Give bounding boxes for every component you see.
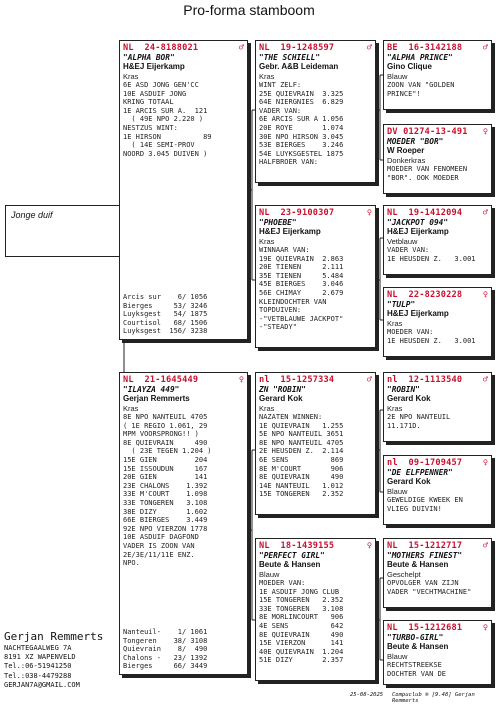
owner-phone-mobile: Tel.:06-51941250: [4, 662, 72, 671]
card-dam-sire[interactable]: [255, 372, 376, 515]
card-dam[interactable]: [119, 372, 248, 675]
achievements: ZOON VAN "GOLDEN PRINCE"!: [387, 81, 455, 98]
owner-phone: Tel.:038-4479288: [4, 671, 72, 680]
ring-number: 21-1645449: [144, 375, 199, 385]
pigeon-name: "TULP": [387, 300, 416, 309]
female-icon: ♀: [238, 375, 244, 385]
female-icon: ♀: [482, 127, 488, 137]
ring-number: 01274-13-491: [403, 127, 468, 137]
breeder-name: Gino Clique: [387, 62, 432, 71]
country-code: NL: [259, 541, 270, 551]
country-code: NL: [123, 375, 134, 385]
breeder-name: Gebr. A&B Leideman: [259, 62, 339, 71]
country-code: NL: [259, 208, 270, 218]
breeder-name: H&EJ Eijerkamp: [387, 309, 449, 318]
breeder-name: H&EJ Eijerkamp: [387, 227, 449, 236]
pigeon-name: "ROBIN": [387, 385, 420, 394]
country-code: NL: [387, 290, 398, 300]
achievements: RECHTSTREEKSE DOCHTER VAN DE: [387, 661, 447, 678]
ring-number: 15-1212681: [408, 623, 463, 633]
pigeon-color: Kras: [259, 404, 275, 413]
pigeon-color: Kras: [259, 237, 275, 246]
pigeon-name: "THE SCHIELL": [259, 53, 321, 62]
pigeon-name: MOEDER "BOR": [387, 137, 444, 146]
pigeon-name: "ILAYZA 449": [123, 385, 180, 394]
female-icon: ♀: [482, 458, 488, 468]
breeder-name: W Roeper: [387, 146, 425, 155]
ring-number: 23-9100307: [280, 208, 335, 218]
breeder-name: Gerard Kok: [387, 394, 431, 403]
male-icon: ♂: [366, 375, 372, 385]
results-summary: Arcis sur 6/ 1056 Bierges 53/ 3246 Luyksgest 54/ 1875 Courtisol 68/ 1506 Luyksgest 156/ 3238: [123, 293, 208, 336]
country-code: nl: [259, 375, 270, 385]
owner-address-block: [4, 630, 119, 690]
male-icon: ♂: [482, 43, 488, 53]
female-icon: ♀: [366, 541, 372, 551]
country-code: nl: [387, 375, 398, 385]
card-dds[interactable]: [383, 538, 492, 608]
achievements: MOEDER VAN: 1E HEUSDEN Z. 3.001: [387, 328, 476, 345]
ring-number: 18-1439155: [280, 541, 335, 551]
breeder-name: Beute & Hansen: [387, 642, 449, 651]
program-credit: Compuclub ® [9.48] Gerjan Remmerts: [392, 692, 475, 704]
female-icon: ♀: [366, 208, 372, 218]
ring-number: 22-8230228: [408, 290, 463, 300]
ring-number: 15-1257334: [280, 375, 335, 385]
breeder-name: Beute & Hansen: [387, 560, 449, 569]
male-icon: ♂: [482, 375, 488, 385]
achievements: 8E NPO NANTEUIL 4705 ( 1E REGIO 1.061, 29 MPM VOORSPRONG!! ) 8E QUIEVRAIN 490 ( 23E TEGEN 1.204 ) 15E GIEN 204 15E ISSOUDUN 167 20E GIEN 141 23E CHALONS 1.392 33E M'COURT 1.098 33E TONGEREN 3.108 38E DIZY 1.602 66E BIERGES 3.449 92E NPO VIERZON 1778 10E ASDUIF DAGFOND VADER IS ZOON VAN 2E/3E/11/11E ENZ. NPO.: [123, 413, 212, 568]
achievements: WINNAAR VAN: 19E QUIEVRAIN 2.863 20E TIENEN 2.111 35E TIENEN 5.484 45E BIERGES 3.046 56E CHIMAY 2.679 KLEINDOCHTER VAN TOPDUIVEN: -"VETBLAUWE JACKPOT" -"STEADY": [259, 246, 344, 332]
achievements: WINT ZELF: 25E QUIEVRAIN 3.325 64E NIERGNIES 6.829 VADER VAN: 6E ARCIS SUR A 1.056 20E ROYE 1.074 30E NPO HIRSON 3.045 53E BIERGES 3.246 54E LUYKSGESTEL 1875 HALFBROER VAN:: [259, 81, 344, 167]
breeder-name: Gerard Kok: [387, 477, 431, 486]
achievements: VADER VAN: 1E HEUSDEN Z. 3.001: [387, 246, 476, 263]
pigeon-name: "ALPHA BOR": [123, 53, 175, 62]
achievements: NAZATEN WINNEN: 1E QUIEVRAIN 1.255 5E NPO NANTEUIL 3651 8E NPO NANTEUIL 4705 2E HEUSDEN Z. 2.114 6E SENS 869 8E M'COURT 906 8E QUIEVRAIN 490 14E NANTEUIL 1.012 15E TONGEREN 2.352: [259, 413, 344, 499]
country-code: NL: [259, 43, 270, 53]
country-code: NL: [387, 208, 398, 218]
pigeon-color: Vetblauw: [387, 237, 418, 246]
card-dam-dam[interactable]: [255, 538, 376, 681]
card-ddd[interactable]: [383, 620, 492, 685]
breeder-name: H&EJ Eijerkamp: [259, 227, 321, 236]
ring-number: 19-1412094: [408, 208, 463, 218]
male-icon: ♂: [238, 43, 244, 53]
owner-city: 8191 XZ WAPENVELD: [4, 653, 76, 662]
pigeon-name: "ALPHA PRINCE": [387, 53, 453, 62]
pigeon-color: Blauw: [387, 652, 408, 661]
pigeon-color: Geschelpt: [387, 570, 421, 579]
card-sds[interactable]: [383, 205, 492, 275]
achievements: 6E ASD JONG GEN'CC 10E ASDUIF JONG KRING TOTAAL 1E ARCIS SUR A. 121 ( 49E NPO 2.220 ) NESTZUS WINT: 1E HIRSON 89 ( 14E SEMI-PROV NOORD 3.045 DUIVEN ): [123, 81, 212, 158]
country-code: nl: [387, 458, 398, 468]
owner-street: NACHTEGAALWEG 7A: [4, 644, 72, 652]
card-dss[interactable]: [383, 372, 492, 442]
owner-name: Gerjan Remmerts: [4, 630, 104, 643]
pigeon-color: Kras: [123, 72, 139, 81]
male-icon: ♂: [366, 43, 372, 53]
card-sire[interactable]: [119, 40, 248, 340]
pigeon-name: "JACKPOT 094": [387, 218, 449, 227]
pigeon-name: "PHOEBE": [259, 218, 297, 227]
card-sire-dam[interactable]: [255, 205, 376, 348]
pigeon-name: "MOTHERS FINEST": [387, 551, 463, 560]
card-sss[interactable]: [383, 40, 492, 110]
pigeon-color: Kras: [123, 404, 139, 413]
pigeon-color: Kras: [387, 319, 403, 328]
pigeon-name: "PERFECT GIRL": [259, 551, 325, 560]
breeder-name: H&EJ Eijerkamp: [123, 62, 185, 71]
achievements: OPVOLGER VAN ZIJN VADER "VECHTMACHINE": [387, 579, 472, 596]
country-code: NL: [123, 43, 134, 53]
pigeon-color: Blauw: [387, 72, 408, 81]
breeder-name: Gerjan Remmerts: [123, 394, 190, 403]
ring-number: 19-1248597: [280, 43, 335, 53]
pigeon-color: Blauw: [387, 487, 408, 496]
subject-label: Jonge duif: [11, 210, 53, 220]
pigeon-name: "TURBO-GIRL": [387, 633, 444, 642]
pigeon-name: "DE ELFPENNER": [387, 468, 453, 477]
male-icon: ♂: [482, 208, 488, 218]
male-icon: ♂: [482, 541, 488, 551]
ring-number: 12-1113540: [408, 375, 463, 385]
country-code: NL: [387, 541, 398, 551]
breeder-name: Gerard Kok: [259, 394, 303, 403]
print-date: 25-08-2025: [350, 692, 384, 698]
female-icon: ♀: [482, 623, 488, 633]
pigeon-color: Kras: [387, 404, 403, 413]
subject-box[interactable]: [5, 205, 120, 257]
pigeon-color: Kras: [259, 72, 275, 81]
owner-email[interactable]: GERJAN7A@GMAIL.COM: [4, 680, 80, 689]
breeder-name: Beute & Hansen: [259, 560, 321, 569]
page-title: Pro-forma stamboom: [183, 2, 315, 18]
card-ssd[interactable]: [383, 124, 492, 194]
achievements: 2E NPO NANTEUIL 11.171D.: [387, 413, 451, 430]
pigeon-name: ZN "ROBIN": [259, 385, 306, 394]
card-sdd[interactable]: [383, 287, 492, 357]
ring-number: 15-1212717: [408, 541, 463, 551]
country-code: BE: [387, 43, 398, 53]
ring-number: 09-1709457: [408, 458, 463, 468]
ring-number: 24-8188021: [144, 43, 199, 53]
card-dsd[interactable]: [383, 455, 492, 525]
country-code: NL: [387, 623, 398, 633]
ring-number: 16-3142188: [408, 43, 463, 53]
pigeon-color: Blauw: [259, 570, 280, 579]
card-sire-sire[interactable]: [255, 40, 376, 183]
female-icon: ♀: [482, 290, 488, 300]
achievements: MOEDER VAN: 1E ASDUIF JONG CLUB 15E TONGEREN 2.352 33E TONGEREN 3.108 8E MORLINCOURT 906 4E SENS 642 8E QUIEVRAIN 490 15E VIERZON 141 40E QUIEVRAIN 1.204 51E DIZY 2.357: [259, 579, 344, 665]
country-code: DV: [387, 127, 398, 137]
pigeon-color: Donkerkras: [387, 156, 426, 165]
results-summary: Nanteuil- 1/ 1061 Tongeren 38/ 3108 Quievrain 8/ 490 Chalons - 23/ 1392 Bierges 66/ 3449: [123, 628, 208, 671]
achievements: MOEDER VAN FENOMEEN "BOR". OOK MOEDER: [387, 165, 468, 182]
achievements: GEWELDIGE KWEEK EN VLIEG DUIVIN!: [387, 496, 463, 513]
